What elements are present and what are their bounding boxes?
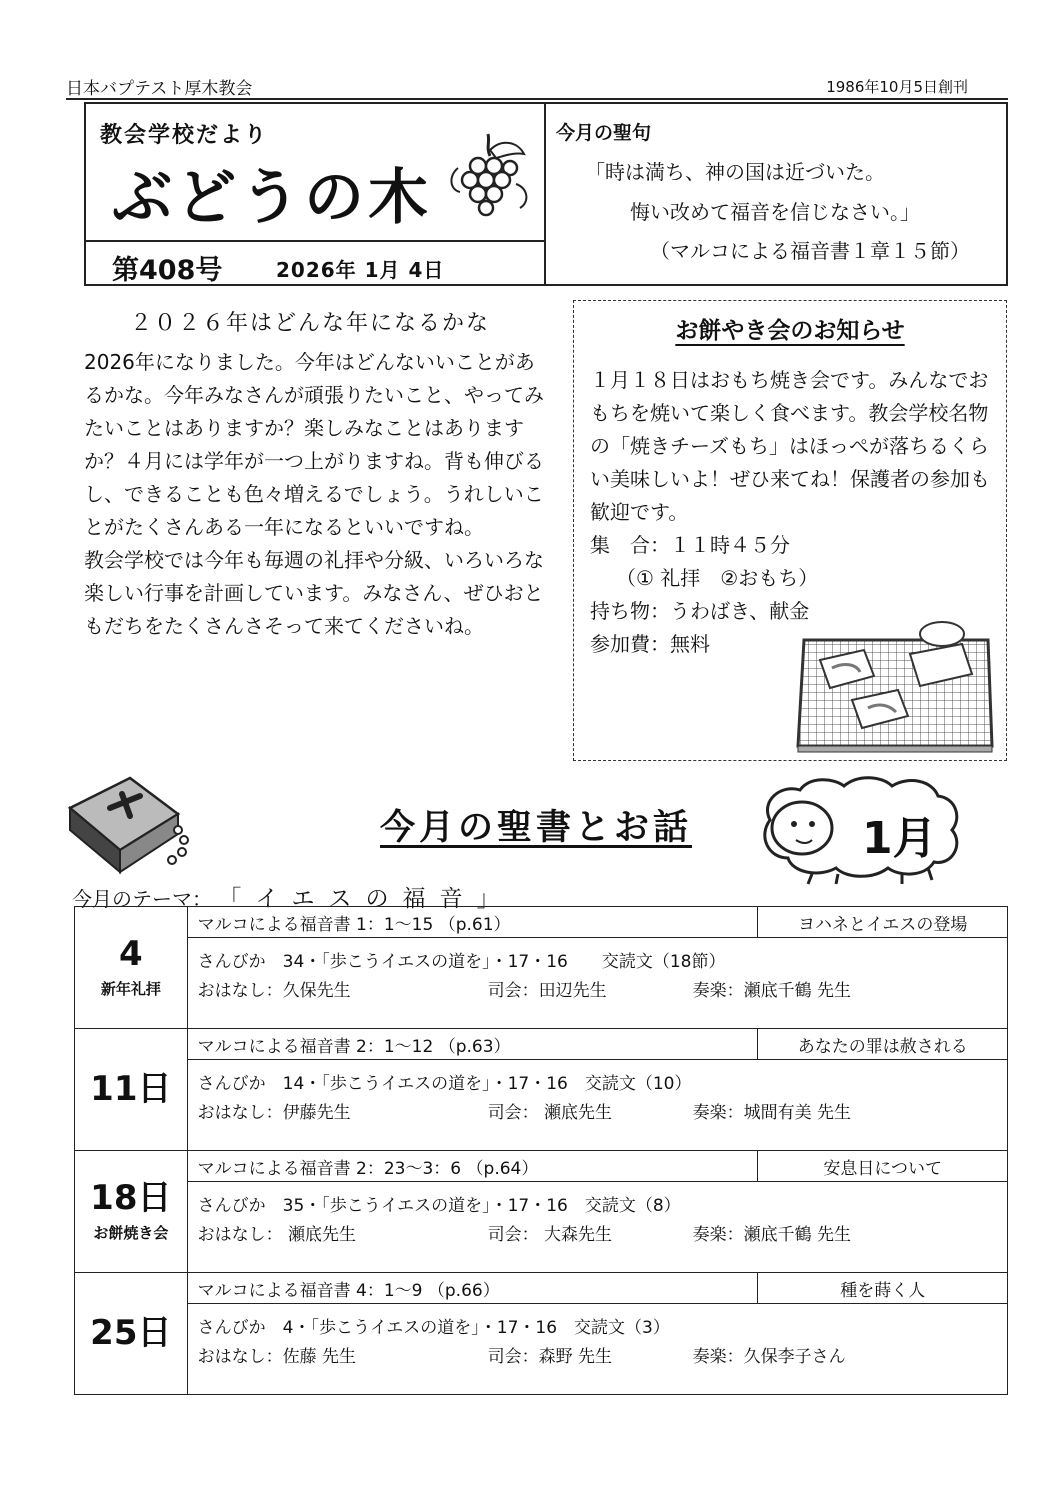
verse-reference: （マルコによる福音書１章１５節）: [650, 239, 970, 263]
issue-number: 第408号: [112, 255, 223, 286]
issue-date: 2026年 1月 4日: [276, 258, 445, 282]
notice-body: [590, 364, 1000, 661]
table-row: [75, 1273, 1008, 1304]
detail-cell: [187, 1182, 1007, 1273]
staff-line: [198, 1343, 997, 1372]
header-rule: [66, 98, 1008, 100]
table-row-detail: [75, 1304, 1008, 1395]
newsletter-title: ぶどうの木: [112, 163, 432, 233]
notice-text: １月１８日はおもち焼き会です。みんなでおもちを焼いて楽しく食べます。教会学校名物の「焼きチーズもち」はほっぺが落ちるくらい美味しいよ！ぜひ来てね！保護者の参加も歓迎です。: [590, 368, 990, 524]
musician: 奏楽：城間有美 先生: [692, 1103, 852, 1123]
table-row-detail: [75, 938, 1008, 1029]
topic-cell: あなたの罪は赦される: [758, 1029, 1008, 1060]
verse-label: 今月の聖句: [556, 122, 652, 144]
table-row-detail: [75, 1060, 1008, 1151]
notice-bring: 持ち物：うわばき、献金: [590, 599, 810, 623]
date-note: お餅焼き会: [93, 1223, 169, 1242]
hymn-line: さんびか 35・「歩こうイエスの道を」・17・16 交読文（8）: [197, 1196, 681, 1216]
date-label: 4: [118, 934, 143, 975]
table-row: [75, 1029, 1008, 1060]
passage-cell: マルコによる福音書 2：23〜3：6 （p.64）: [187, 1151, 758, 1182]
newsletter-subtitle: 教会学校だより: [100, 123, 269, 148]
story-teller: おはなし：伊藤先生: [197, 1103, 351, 1123]
detail-cell: [187, 1060, 1007, 1151]
musician: 奏楽：瀬底千鶴 先生: [692, 1225, 852, 1245]
verse-line-2: 悔い改めて福音を信じなさい。」: [630, 200, 920, 224]
date-cell: [75, 1029, 188, 1151]
topic-cell: ヨハネとイエスの登場: [758, 907, 1008, 938]
topic-cell: 種を蒔く人: [758, 1273, 1008, 1304]
topic-cell: 安息日について: [758, 1151, 1008, 1182]
detail-cell: [187, 938, 1007, 1029]
date-note: 新年礼拝: [100, 979, 161, 998]
schedule-table: [74, 906, 1008, 1395]
table-row: [75, 907, 1008, 938]
detail-cell: [187, 1304, 1007, 1395]
mochi-grill-icon: [792, 620, 998, 754]
article-paragraph-1: 2026年になりました。今年はどんないいことがあるかな。今年みなさんが頑張りたいこと、やってみたいことはありますか？楽しみなことはありますか？４月には学年が一つ上がりますね。背も伸びるし、できることも色々増えるでしょう。うれしいことがたくさんある一年になるといいですね。: [84, 350, 544, 539]
passage-cell: マルコによる福音書 4：1〜9 （p.66）: [187, 1273, 758, 1304]
staff-line: [198, 1099, 997, 1128]
theme-text: 「イエスの福音」: [218, 886, 514, 912]
grape-icon: [440, 128, 536, 224]
host: 司会： 大森先生: [487, 1225, 613, 1245]
date-label: 11日: [90, 1068, 172, 1109]
month-label: 1月: [862, 813, 937, 864]
table-row: [75, 1151, 1008, 1182]
table-row-detail: [75, 1182, 1008, 1273]
notice-fee: 参加費：無料: [590, 632, 710, 656]
date-label: 18日: [90, 1178, 172, 1219]
article-paragraph-2: 教会学校では今年も毎週の礼拝や分級、いろいろな楽しい行事を計画しています。みなさん、ぜひおともだちをたくさんさそって来てくださいね。: [84, 548, 544, 638]
article-body: [84, 346, 554, 643]
church-name: 日本バプテスト厚木教会: [66, 79, 253, 99]
founded-date: 1986年10月5日創刊: [826, 78, 968, 96]
theme-label: 今月のテーマ：: [72, 887, 212, 911]
hymn-line: さんびか 34・「歩こうイエスの道を」・17・16 交読文（18節）: [197, 952, 726, 972]
story-teller: おはなし：佐藤 先生: [197, 1347, 357, 1367]
staff-line: [198, 1221, 997, 1250]
hymn-line: さんびか 14・「歩こうイエスの道を」・17・16 交読文（10）: [197, 1074, 692, 1094]
host: 司会：森野 先生: [487, 1347, 613, 1367]
host: 司会： 瀬底先生: [487, 1103, 613, 1123]
passage-cell: マルコによる福音書 1：1〜15 （p.61）: [187, 907, 758, 938]
story-teller: おはなし： 瀬底先生: [197, 1225, 357, 1245]
host: 司会：田辺先生: [487, 981, 607, 1001]
notice-meet-sub: （① 礼拝 ②おもち）: [616, 566, 819, 590]
date-cell: [75, 1273, 188, 1395]
staff-line: [198, 977, 997, 1006]
story-teller: おはなし：久保先生: [197, 981, 351, 1001]
musician: 奏楽：瀬底千鶴 先生: [692, 981, 852, 1001]
notice-meet: 集 合：１１時４５分: [590, 533, 790, 557]
schedule-title: 今月の聖書とお話: [380, 808, 693, 848]
hymn-line: さんびか 4・「歩こうイエスの道を」・17・16 交読文（3）: [197, 1318, 670, 1338]
date-label: 25日: [90, 1312, 172, 1353]
notice-title: お餅やき会のお知らせ: [675, 318, 905, 344]
date-cell: [75, 907, 188, 1029]
musician: 奏楽：久保李子さん: [692, 1347, 846, 1367]
date-cell: [75, 1151, 188, 1273]
passage-cell: マルコによる福音書 2：1〜12 （p.63）: [187, 1029, 758, 1060]
article-title: ２０２６年はどんな年になるかな: [130, 311, 491, 336]
verse-line-1: 「時は満ち、神の国は近づいた。: [585, 160, 885, 184]
bible-icon: [60, 768, 200, 878]
